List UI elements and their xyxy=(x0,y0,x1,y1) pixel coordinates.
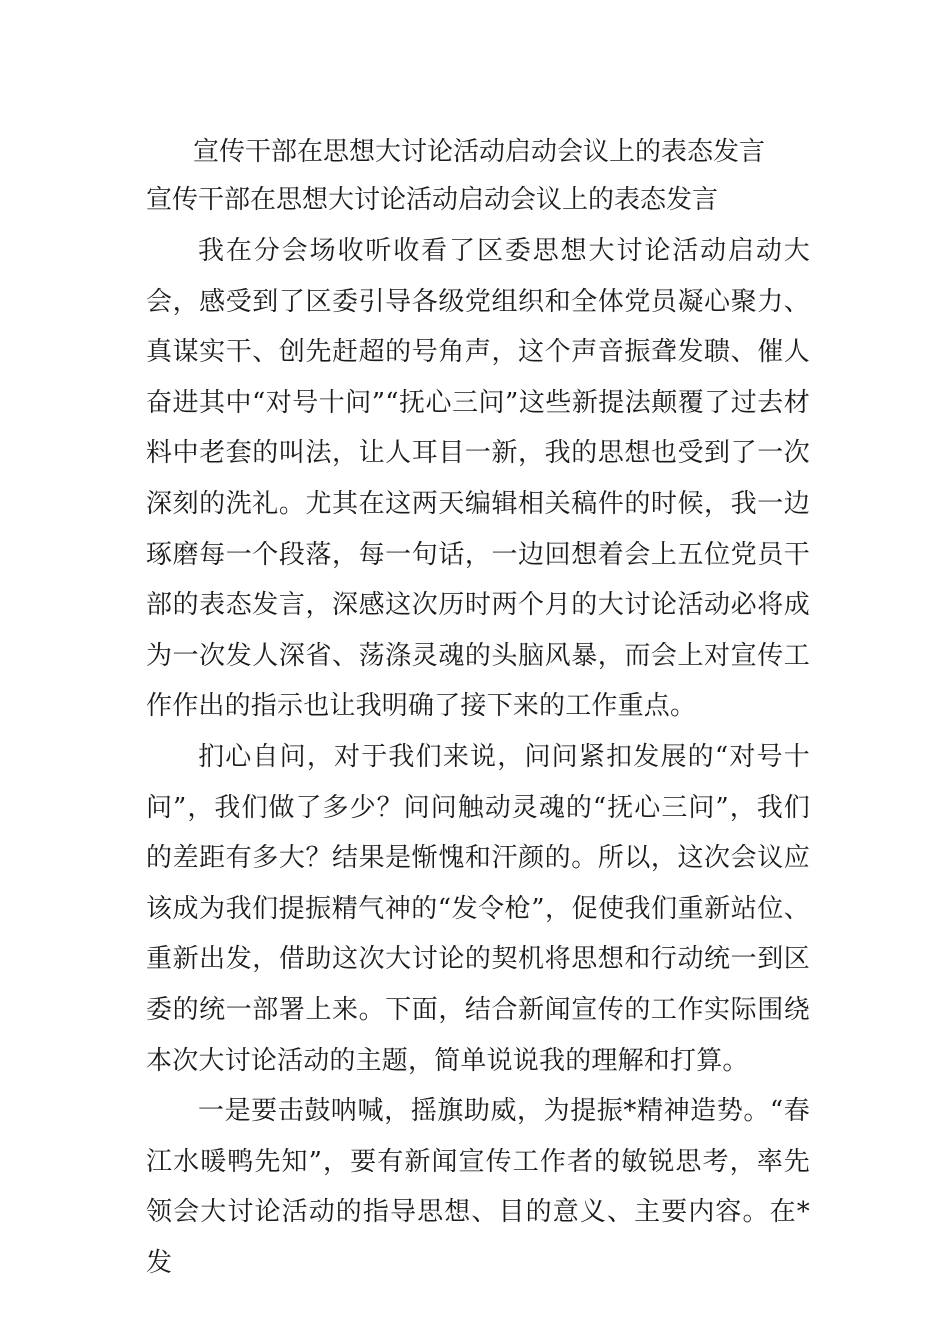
document-body xyxy=(146,226,810,1288)
paragraph-3: 一是要击鼓呐喊，摇旗助威，为提振*精神造势。“春江水暖鸭先知”，要有新闻宣传工作者的敏锐思考，率先领会大讨论活动的指导思想、目的意义、主要内容。在*发 xyxy=(146,1096,810,1278)
paragraph-2: 扪心自问，对于我们来说，问问紧扣发展的“对号十问”，我们做了多少？问问触动灵魂的“抚心三问”，我们的差距有多大？结果是惭愧和汗颜的。所以，这次会议应该成为我们提振精气神的“发令枪”，促使我们重新站位、重新出发，借助这次大讨论的契机将思想和行动统一到区委的统一部署上来。下面，结合新闻宣传的工作实际围绕本次大讨论活动的主题，简单说说我的理解和打算。 xyxy=(146,741,810,1076)
document-subtitle: 宣传干部在思想大讨论活动启动会议上的表态发言 xyxy=(146,185,719,215)
document-title: 宣传干部在思想大讨论活动启动会议上的表态发言 xyxy=(193,137,766,167)
paragraph-1: 我在分会场收听收看了区委思想大讨论活动启动大会，感受到了区委引导各级党组织和全体党员凝心聚力、真谋实干、创先赶超的号角声，这个声音振聋发聩、催人奋进其中“对号十问”“抚心三问”这些新提法颠覆了过去材料中老套的叫法，让人耳目一新，我的思想也受到了一次深刻的洗礼。尤其在这两天编辑相关稿件的时候，我一边琢磨每一个段落，每一句话，一边回想着会上五位党员干部的表态发言，深感这次历时两个月的大讨论活动必将成为一次发人深省、荡涤灵魂的头脑风暴，而会上对宣传工作作出的指示也让我明确了接下来的工作重点。 xyxy=(146,236,810,722)
